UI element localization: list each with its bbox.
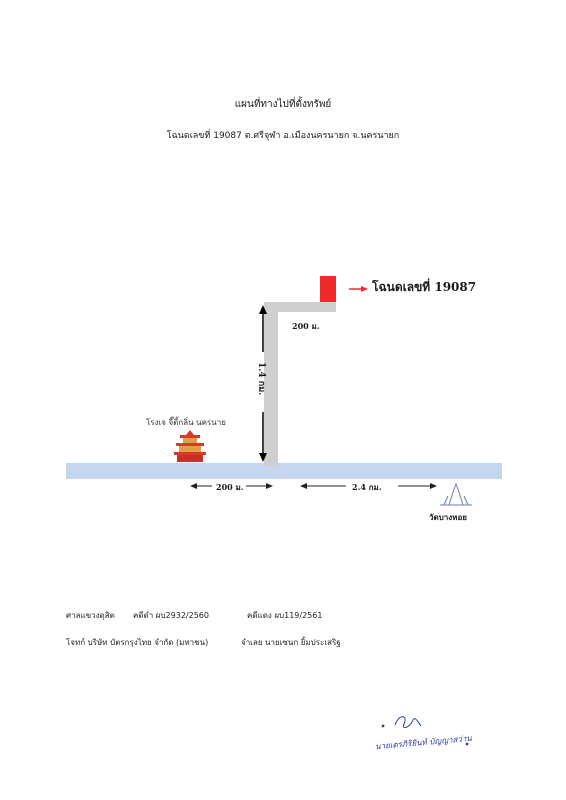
- temple-icon: [440, 484, 472, 505]
- plaintiff-name: โจทก์ บริษัท บัตรกรุงไทย จำกัด (มหาชน): [66, 638, 209, 647]
- road-distance-vertical-label: [255, 362, 277, 412]
- signature-name: นายเตรภิริยินท์ บัญญาสว่าน: [374, 733, 473, 752]
- shrine-icon: [174, 430, 206, 462]
- court-name: ศาลแขวงดุสิต: [66, 611, 115, 620]
- road-distance-top-label: 200 ม.: [292, 321, 320, 331]
- deed-arrow-icon: [349, 286, 368, 292]
- page-subtitle: โฉนดเลขที่ 19087 ต.ศรีจุฬา อ.เมืองนครนายก จ.นครนายก: [166, 131, 400, 141]
- landmark-school-label: โรงเจ จี๊ตี้กลิ่น นครนาย: [146, 418, 226, 427]
- black-case-number: คดีดำ ผบ2932/2560: [133, 611, 209, 620]
- landmark-temple-label: วัดบางหอย: [429, 512, 467, 522]
- deed-label: โฉนดเลขที่ 19087: [372, 280, 477, 294]
- distance-left-label: 200 ม.: [216, 482, 244, 492]
- defendant-name: จำเลย นายเซนก ยิ้มประเสริฐ: [241, 638, 341, 647]
- distance-right-label: 2.4 กม.: [352, 482, 382, 492]
- road-distance-vertical-text: 1.4 กม.: [256, 362, 266, 396]
- red-case-number: คดีแดง ผบ119/2561: [247, 611, 323, 620]
- page-title: แผนที่ทางไปที่ตั้งทรัพย์: [234, 99, 332, 110]
